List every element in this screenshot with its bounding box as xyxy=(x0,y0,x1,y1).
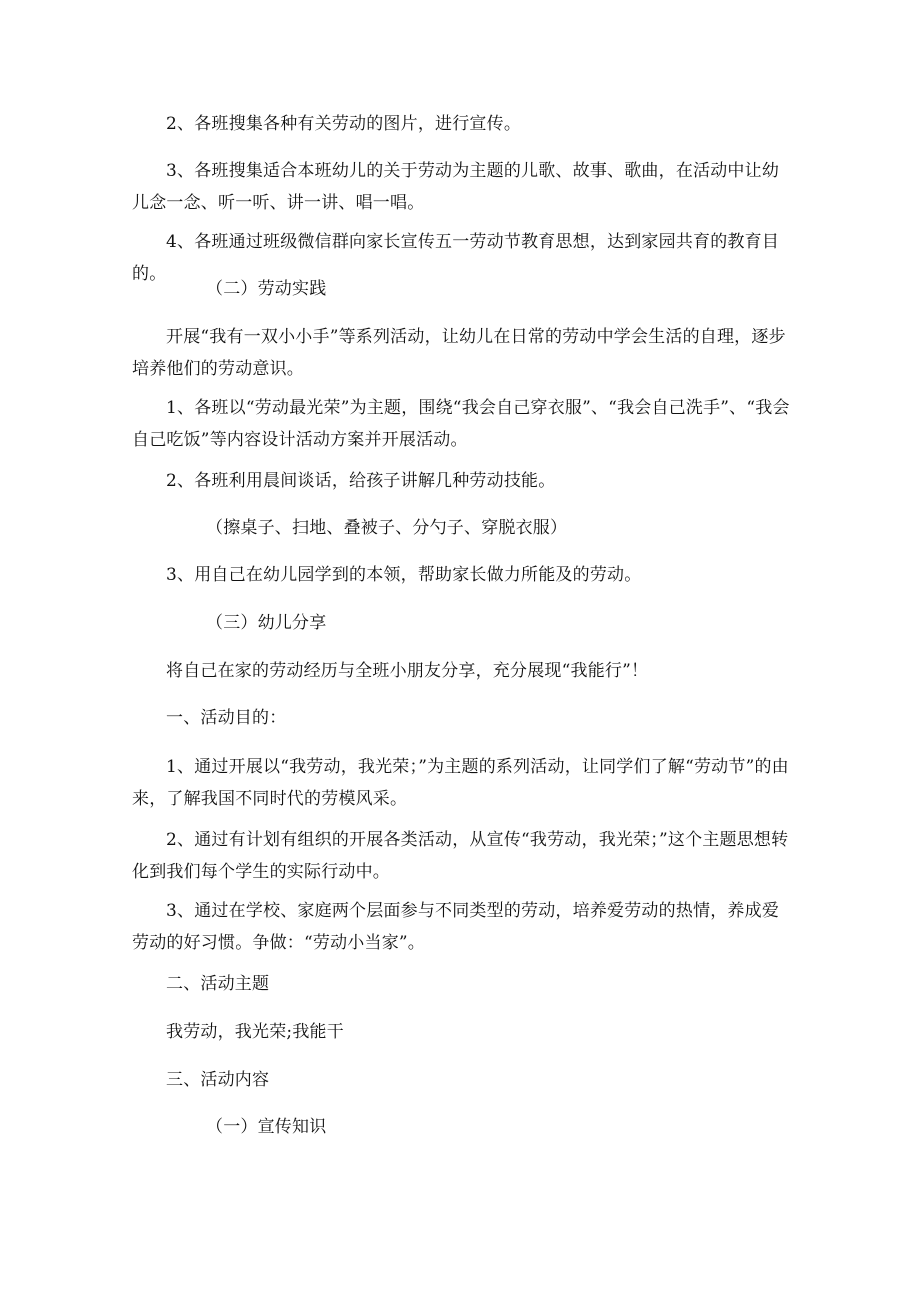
section-heading-child-sharing: （三）幼儿分享 xyxy=(206,613,327,633)
heading-activity-purpose: 一、活动目的： xyxy=(166,708,287,728)
heading-activity-theme: 二、活动主题 xyxy=(166,974,270,994)
paragraph-purpose-2: 2、通过有计划有组织的开展各类活动，从宣传“我劳动，我光荣；”这个主题思想转化到我们每个学生的实际行动中。 xyxy=(132,830,789,882)
paragraph-2-morning-talk: 2、各班利用晨间谈话，给孩子讲解几种劳动技能。 xyxy=(166,471,556,491)
paragraph-share-experience: 将自己在家的劳动经历与全班小朋友分享，充分展现“我能行”！ xyxy=(166,661,649,681)
paragraph-purpose-3: 3、通过在学校、家庭两个层面参与不同类型的劳动，培养爱劳动的热情，养成爱劳动的好习惯。争做：“劳动小当家”。 xyxy=(132,901,780,953)
paragraph-1-labor-glorious: 1、各班以“劳动最光荣”为主题，围绕“我会自己穿衣服”、“我会自己洗手”、“我会自己吃饭”等内容设计活动方案并开展活动。 xyxy=(132,398,790,450)
paragraph-2-collect-pictures: 2、各班搜集各种有关劳动的图片，进行宣传。 xyxy=(166,114,522,134)
paragraph-4-wechat-group: 4、各班通过班级微信群向家长宣传五一劳动节教育思想，达到家园共育的教育目的。 xyxy=(132,232,780,284)
paragraph-little-hands-activity: 开展“我有一双小小手”等系列活动，让幼儿在日常的劳动中学会生活的自理，逐步培养他们的劳动意识。 xyxy=(132,327,786,379)
paragraph-3-help-parents: 3、用自己在幼儿园学到的本领，帮助家长做力所能及的劳动。 xyxy=(166,565,642,585)
paragraph-purpose-1: 1、通过开展以“我劳动，我光荣；”为主题的系列活动，让同学们了解“劳动节”的由来，了解我国不同时代的劳模风采。 xyxy=(132,757,789,809)
section-heading-publicity-knowledge: （一）宣传知识 xyxy=(206,1117,327,1137)
paragraph-3-songs-stories: 3、各班搜集适合本班幼儿的关于劳动为主题的儿歌、故事、歌曲，在活动中让幼儿念一念、听一听、讲一讲、唱一唱。 xyxy=(132,161,780,213)
paragraph-skills-list: （擦桌子、扫地、叠被子、分勺子、穿脱衣服） xyxy=(206,518,568,538)
heading-activity-content: 三、活动内容 xyxy=(166,1070,270,1090)
section-heading-labor-practice: （二）劳动实践 xyxy=(206,279,327,299)
paragraph-theme-text: 我劳动，我光荣;我能干 xyxy=(166,1022,344,1042)
